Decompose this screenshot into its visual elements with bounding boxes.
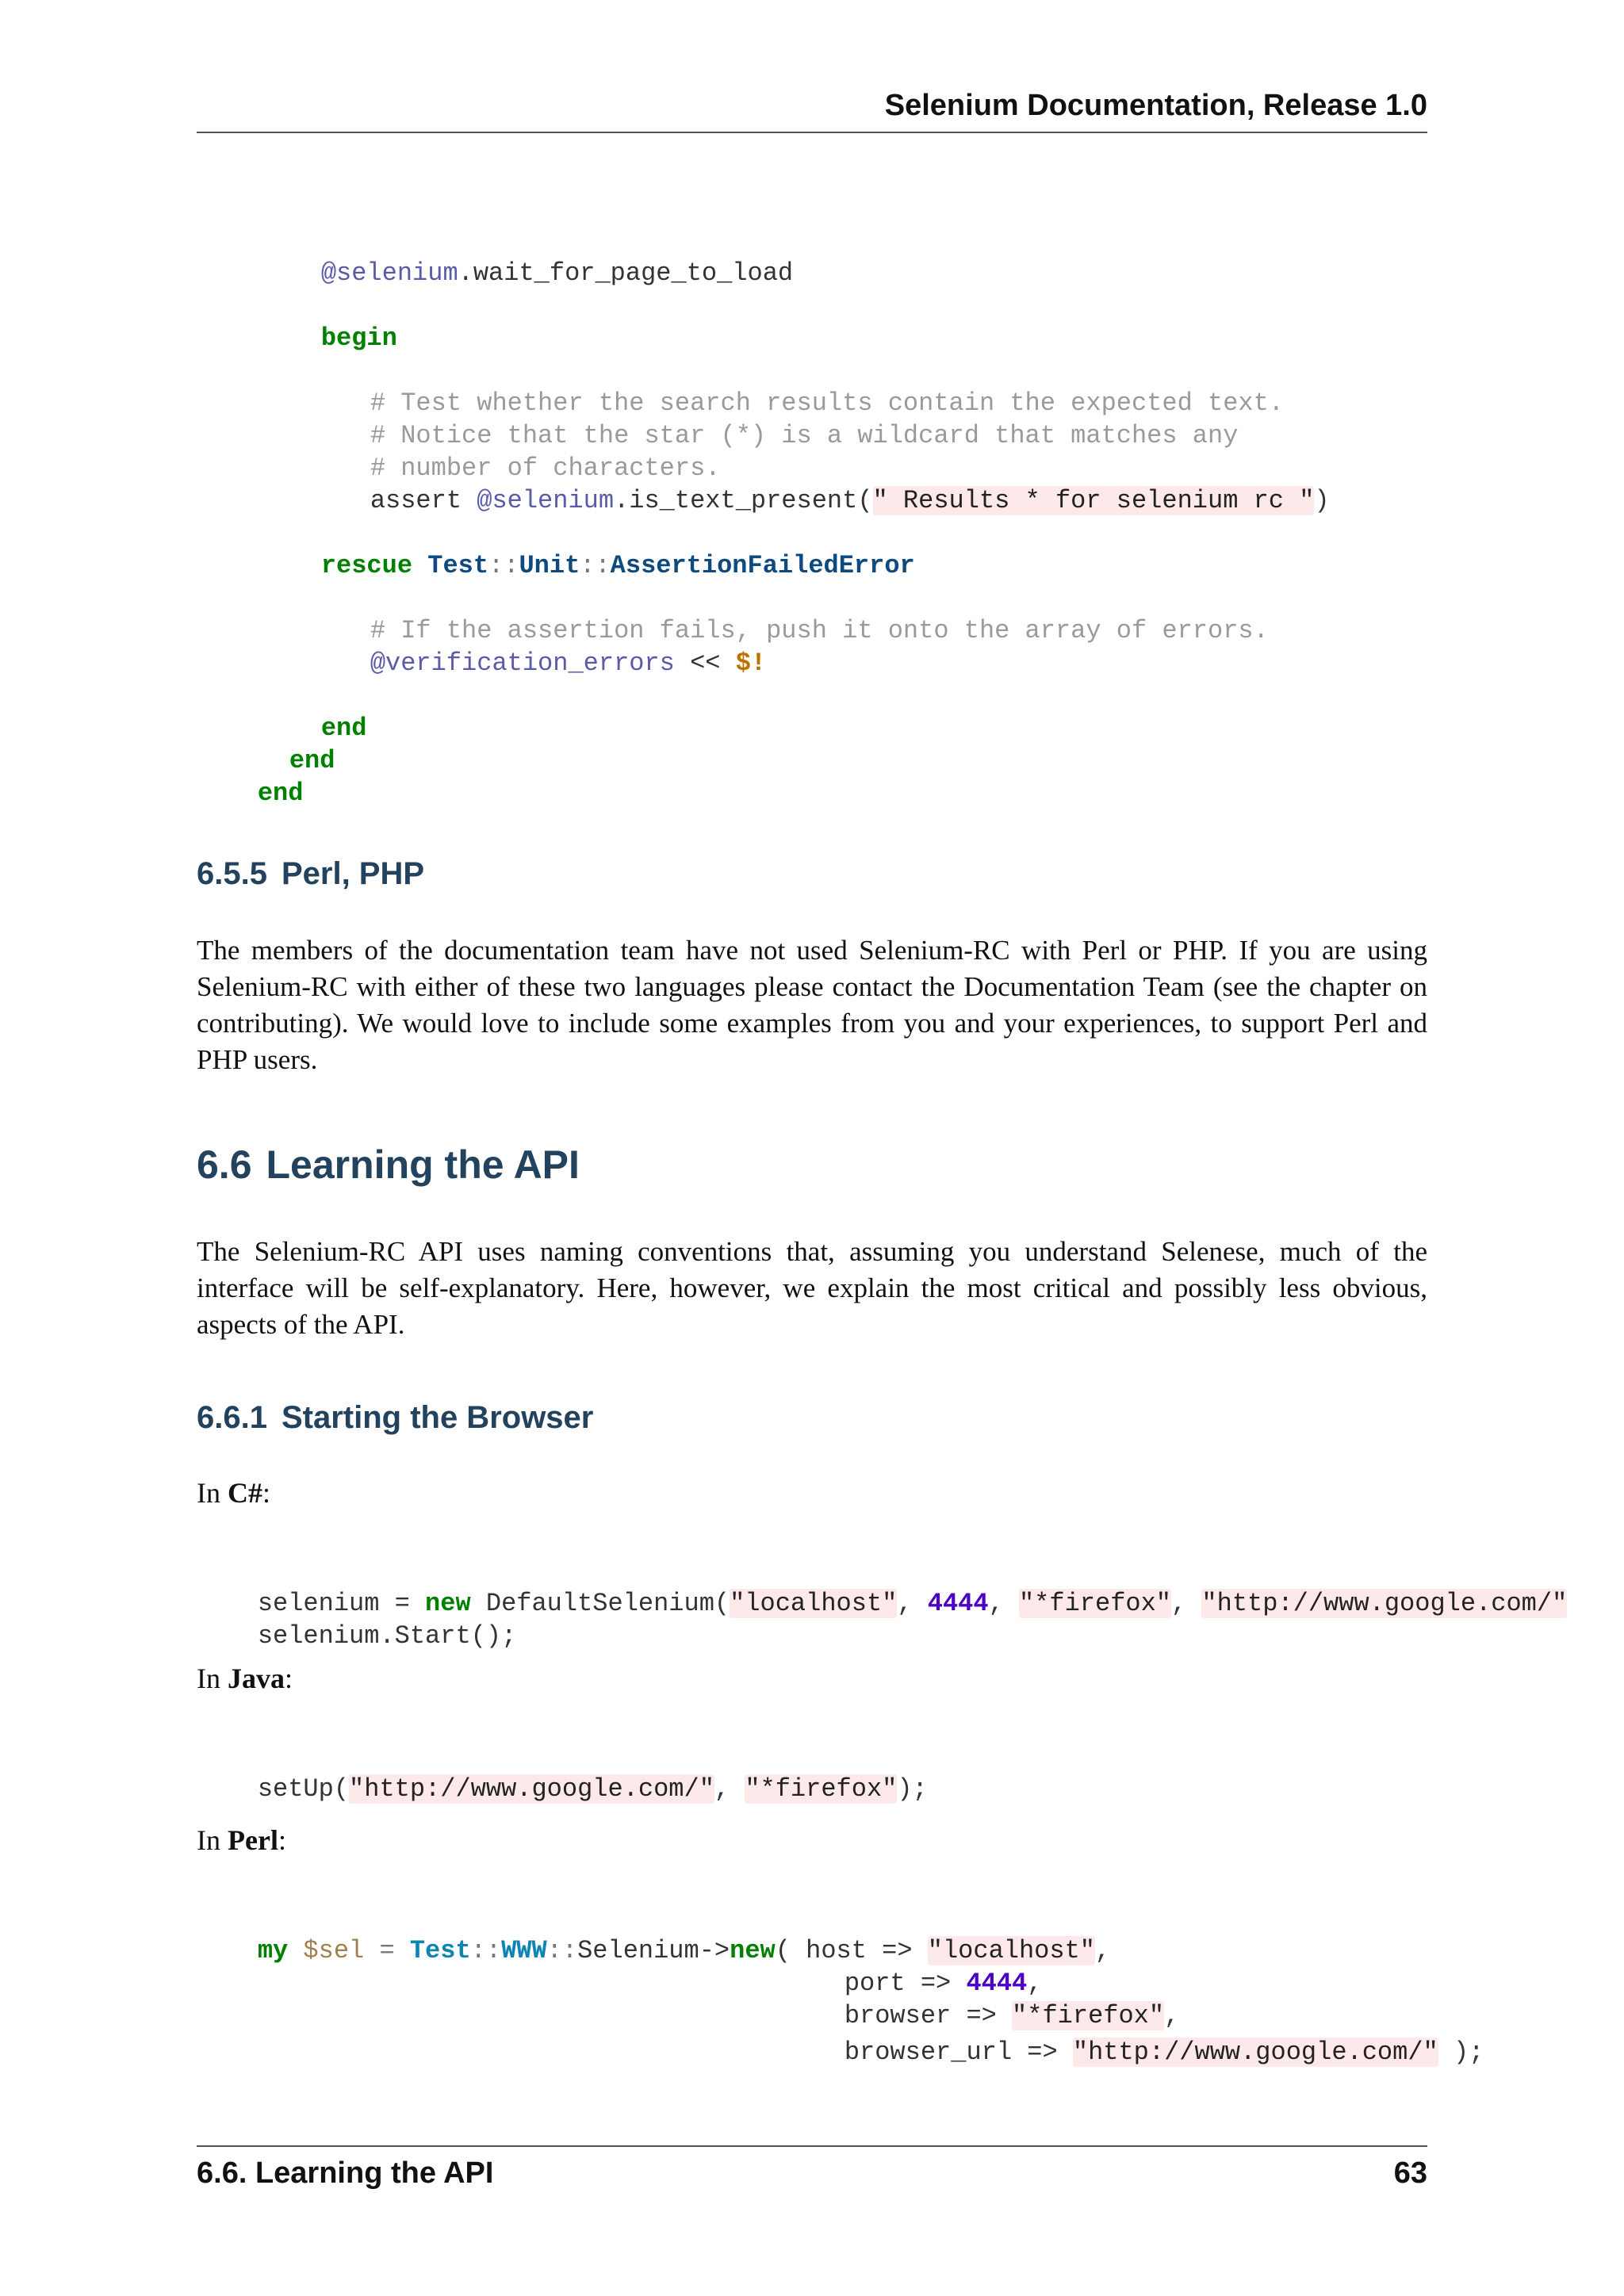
language-name: C#: [228, 1477, 262, 1509]
header-rule: [197, 132, 1427, 133]
section-number: 6.5.5: [197, 856, 267, 891]
code-keyword: end: [257, 779, 304, 808]
section-number: 6.6: [197, 1142, 252, 1187]
code-line: [309, 419, 721, 483]
code-text: ,: [1164, 2001, 1180, 2030]
code-text: [288, 1936, 303, 1965]
code-string: "*firefox": [745, 1774, 898, 1804]
code-text: setUp(: [257, 1774, 350, 1804]
paragraph-perl-php: The members of the documentation team have not used Selenium-RC with Perl or PHP. If you are using Selenium-RC with either of these two languages please contact the Documentation Team (see the chapter on contributing). We would love to include some examples from you and your experiences, to support Perl and PHP users.: [197, 935, 1427, 1075]
code-text: ,: [1027, 1969, 1043, 1998]
code-comment: # Test whether the search results contain the expected text.: [370, 388, 1284, 418]
code-string: "*firefox": [1012, 2001, 1165, 2030]
code-keyword: rescue: [320, 551, 413, 580]
code-text: );: [1438, 2038, 1484, 2067]
code-text: ,: [1094, 1936, 1111, 1965]
code-text: selenium.Start();: [257, 1621, 517, 1651]
code-line: [260, 516, 915, 580]
code-line: [309, 386, 1239, 450]
code-text: );: [897, 1774, 928, 1804]
section-title: Starting the Browser: [281, 1400, 594, 1435]
code-line: [197, 744, 304, 808]
language-label-csharp: [197, 1476, 270, 1510]
code-variable: $sel: [303, 1936, 365, 1965]
code-text: .is_text_present(: [614, 486, 873, 515]
code-number: 4444: [966, 1969, 1028, 1998]
code-text: ,: [988, 1589, 1019, 1618]
code-operator: ::: [488, 551, 519, 580]
section-title: Perl, PHP: [281, 856, 425, 891]
code-string: "http://www.google.com/": [1201, 1589, 1568, 1618]
code-keyword: new: [425, 1589, 471, 1618]
code-class: Unit: [519, 551, 580, 580]
code-line: [260, 679, 367, 743]
code-text: ,: [714, 1774, 745, 1804]
code-line: [309, 451, 1330, 515]
code-operator: ::: [546, 1936, 578, 1965]
section-heading-6-5-5: [197, 856, 424, 892]
language-label-java: [197, 1662, 293, 1695]
code-number: 4444: [927, 1589, 989, 1618]
footer-section: 6.6. Learning the API: [197, 2156, 494, 2190]
code-line: [197, 1586, 517, 1651]
code-global: $!: [735, 649, 767, 678]
page-number: 63: [1393, 2156, 1427, 2190]
code-keyword: begin: [320, 323, 397, 353]
code-line: [197, 1901, 1111, 1965]
code-namespace: WWW: [501, 1936, 547, 1965]
code-text: assert: [370, 486, 477, 515]
code-operator: =: [364, 1936, 410, 1965]
section-number: 6.6.1: [197, 1400, 267, 1435]
paragraph-learning-api: The Selenium-RC API uses naming conventions that, assuming you understand Selenese, much of the interface will be self-explanatory. Here, however, we explain the most critical and possibly less obvious, aspects of the API.: [197, 1236, 1427, 1340]
code-string: "localhost": [730, 1589, 898, 1618]
code-text: selenium =: [257, 1589, 426, 1618]
code-text: DefaultSelenium(: [470, 1589, 730, 1618]
language-name: Perl: [228, 1824, 278, 1856]
code-line: [197, 1554, 1568, 1618]
code-text: ,: [1171, 1589, 1202, 1618]
code-text: ,: [897, 1589, 928, 1618]
footer-rule: [197, 2145, 1427, 2147]
code-comment: # number of characters.: [370, 453, 721, 483]
section-heading-6-6-1: [197, 1400, 593, 1436]
code-class: Selenium: [577, 1936, 699, 1965]
code-line: [309, 581, 1269, 645]
code-ivar: @verification_errors: [370, 649, 675, 678]
code-line: [309, 354, 1284, 418]
language-label-perl: [197, 1823, 286, 1857]
code-line: [197, 1739, 928, 1804]
section-heading-6-6: [197, 1142, 580, 1188]
code-string: "http://www.google.com/": [1072, 2038, 1438, 2067]
code-comment: # If the assertion fails, push it onto the array of errors.: [370, 616, 1269, 645]
label-colon: :: [278, 1824, 286, 1856]
code-string: "localhost": [927, 1936, 1095, 1965]
label-prefix: In: [197, 1477, 228, 1509]
code-line: [783, 2003, 1484, 2067]
code-namespace: Test: [409, 1936, 471, 1965]
code-keyword: end: [320, 714, 367, 743]
code-line: [260, 224, 794, 288]
code-string: "*firefox": [1018, 1589, 1171, 1618]
code-string: " Results * for selenium rc ": [872, 486, 1315, 515]
code-keyword: new: [730, 1936, 776, 1965]
code-class: Test: [427, 551, 489, 580]
running-header: Selenium Documentation, Release 1.0: [884, 89, 1427, 122]
section-title: Learning the API: [266, 1142, 580, 1187]
code-text: browser_url =>: [844, 2038, 1073, 2067]
code-keyword: my: [257, 1936, 289, 1965]
label-colon: :: [262, 1477, 271, 1509]
code-comment: # Notice that the star (*) is a wildcard that matches any: [370, 421, 1239, 450]
label-colon: :: [285, 1663, 293, 1694]
code-operator: ->: [699, 1936, 730, 1965]
code-text: ( host =>: [775, 1936, 928, 1965]
code-line: [260, 289, 397, 353]
label-prefix: In: [197, 1663, 228, 1694]
code-ivar: @selenium: [477, 486, 615, 515]
code-text: ): [1314, 486, 1330, 515]
code-operator: ::: [470, 1936, 502, 1965]
code-text: browser =>: [844, 2001, 1013, 2030]
code-line: [783, 1966, 1180, 2030]
code-operator: ::: [580, 551, 611, 580]
code-line: [783, 1934, 1043, 1998]
code-text: .wait_for_page_to_load: [458, 258, 794, 288]
language-name: Java: [228, 1663, 285, 1694]
code-line: [228, 711, 335, 775]
label-prefix: In: [197, 1824, 228, 1856]
code-operator: <<: [674, 649, 736, 678]
code-string: "http://www.google.com/": [349, 1774, 714, 1804]
code-class: AssertionFailedError: [610, 551, 915, 580]
code-keyword: end: [289, 746, 335, 775]
code-text: port =>: [844, 1969, 967, 1998]
code-ivar: @selenium: [320, 258, 458, 288]
code-line: [309, 614, 767, 678]
